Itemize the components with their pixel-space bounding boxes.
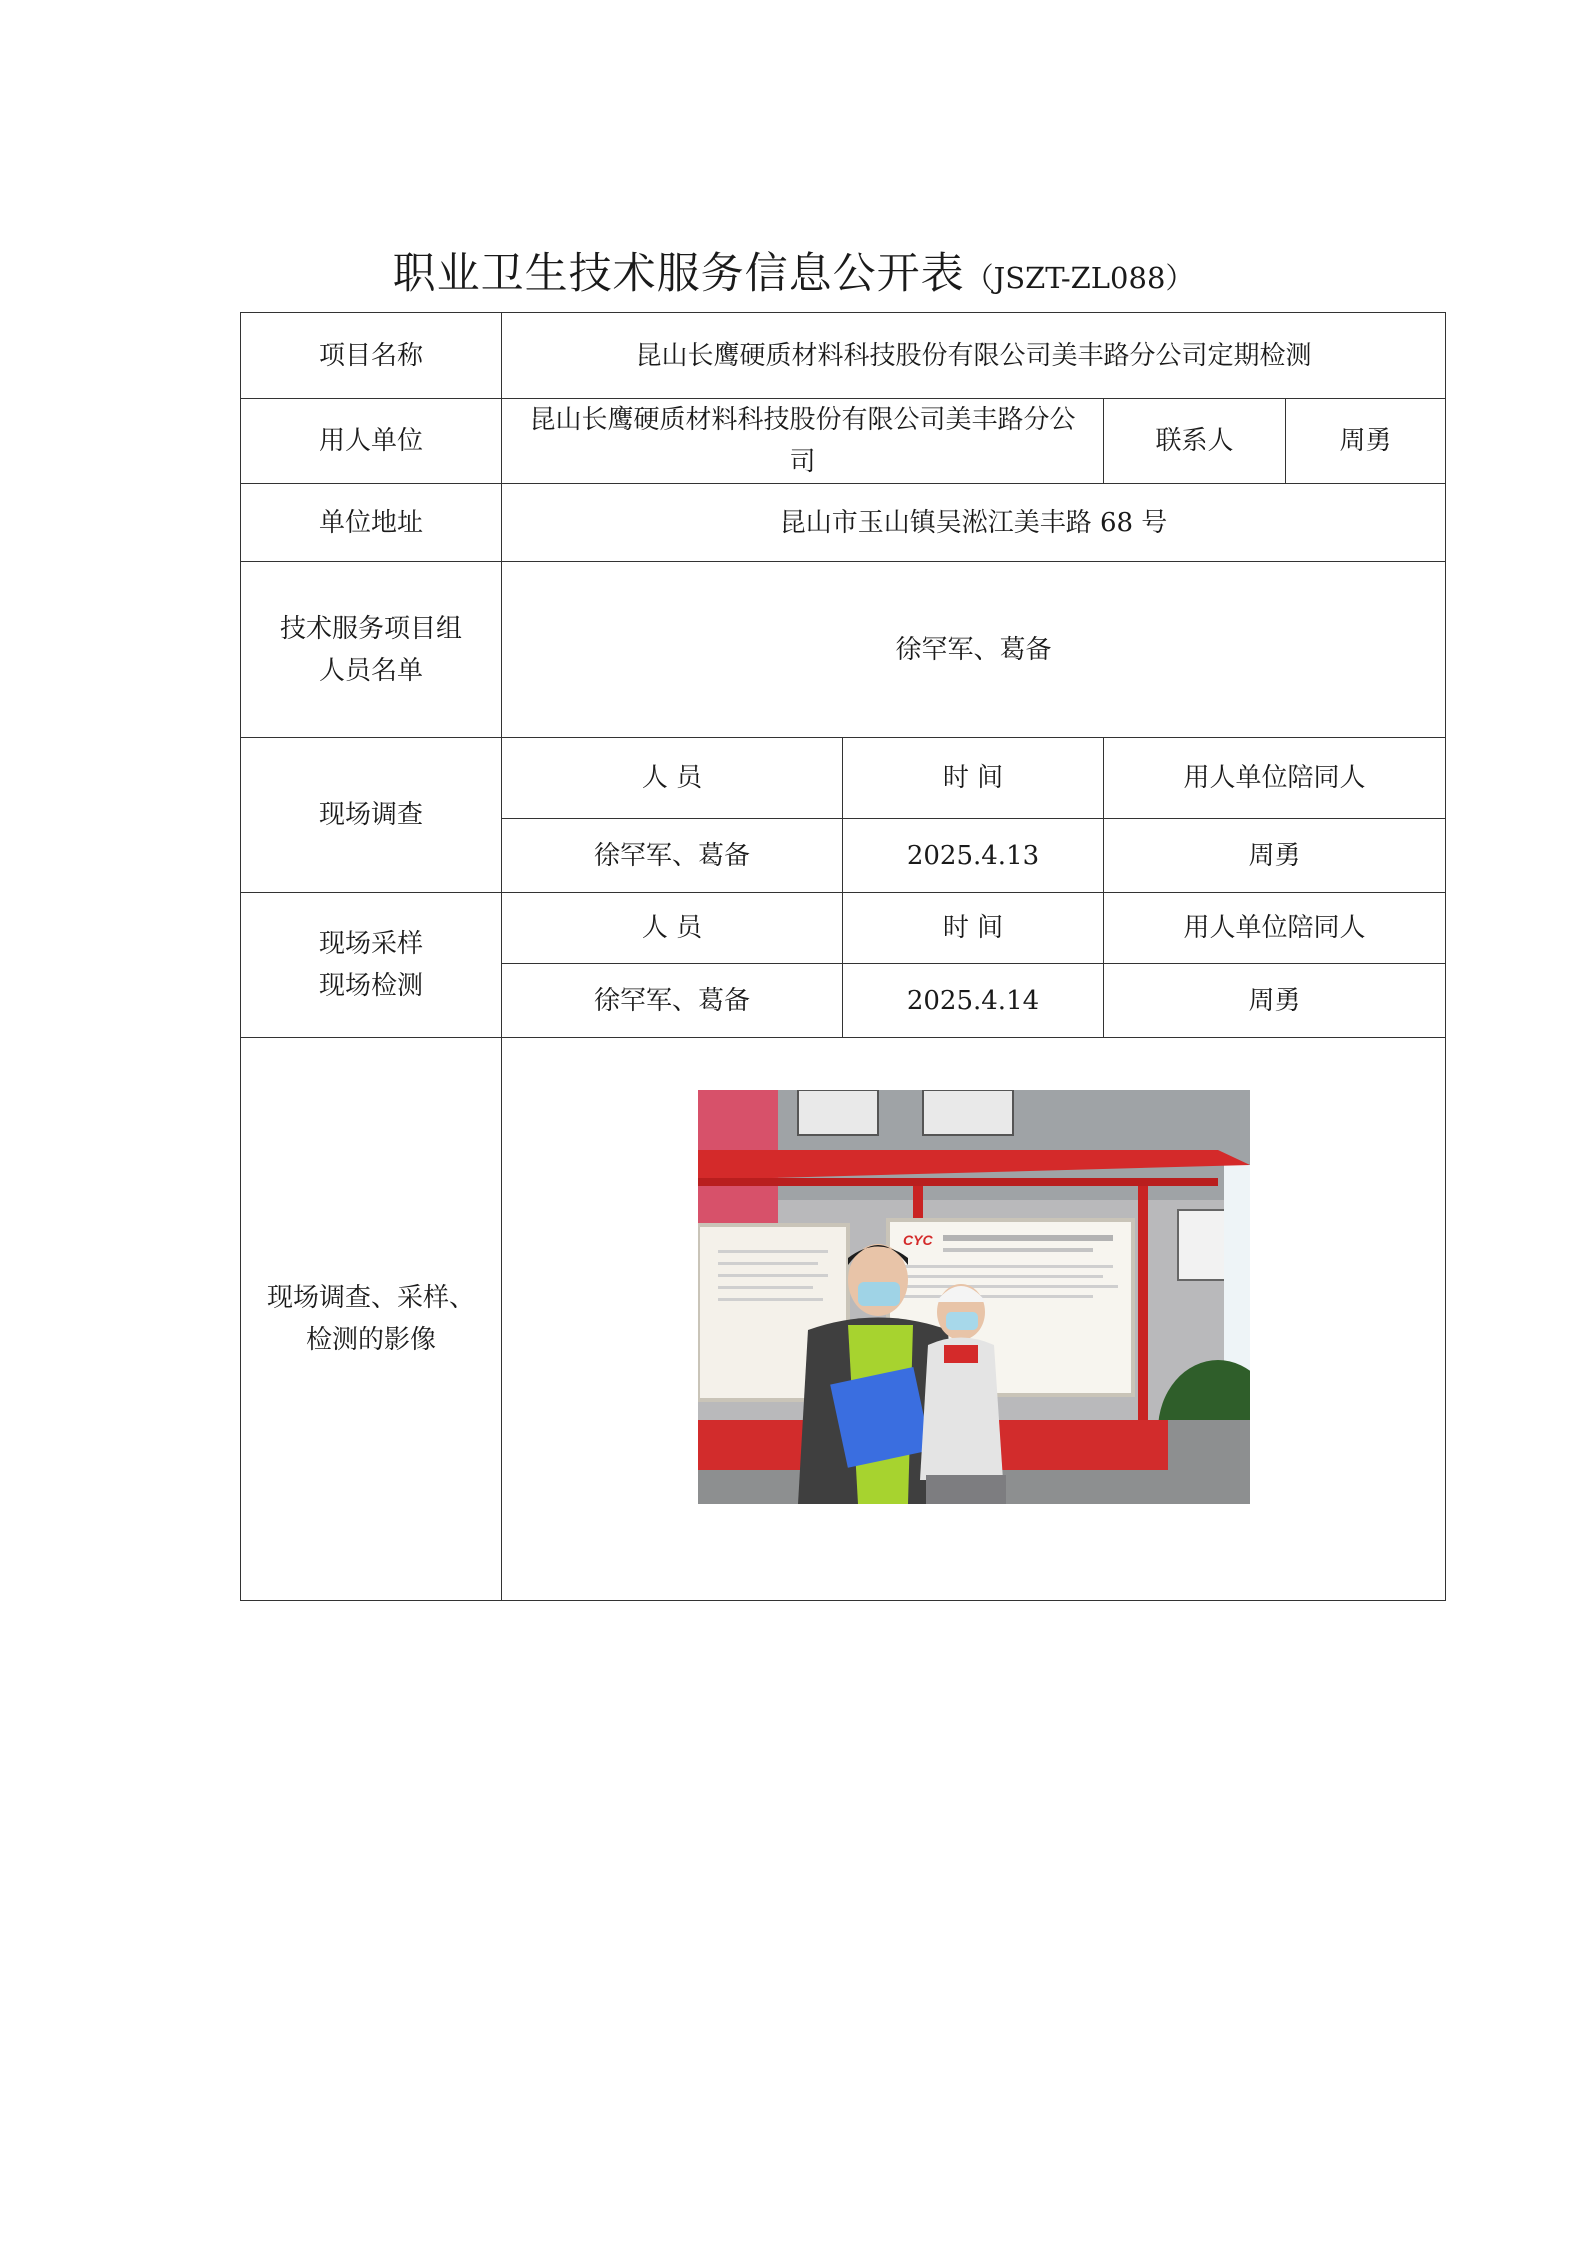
row-images [241, 1038, 1446, 1601]
project-name-label: 项目名称 [241, 313, 502, 399]
employer-value: 昆山长鹰硬质材料科技股份有限公司美丰路分公司 [502, 399, 1104, 484]
row-project-name [241, 313, 1446, 399]
row-address [241, 484, 1446, 562]
row-sampling-header [241, 893, 1446, 964]
site-photo-illustration [698, 1090, 1250, 1504]
survey-companion: 周勇 [1104, 819, 1446, 893]
sampling-header-person: 人 员 [502, 893, 843, 964]
survey-header-person: 人 员 [502, 738, 843, 819]
title-text: 职业卫生技术服务信息公开表 [392, 249, 965, 299]
sampling-person: 徐罕军、葛备 [502, 964, 843, 1038]
survey-label: 现场调查 [241, 738, 502, 893]
survey-header-companion: 用人单位陪同人 [1104, 738, 1446, 819]
sampling-label: 现场采样 现场检测 [241, 893, 502, 1038]
contact-label: 联系人 [1104, 399, 1286, 484]
site-photo [698, 1090, 1250, 1504]
row-employer [241, 399, 1446, 484]
photo-cell [502, 1038, 1446, 1601]
project-name-value: 昆山长鹰硬质材料科技股份有限公司美丰路分公司定期检测 [502, 313, 1446, 399]
survey-header-time: 时 间 [843, 738, 1104, 819]
team-label: 技术服务项目组 人员名单 [241, 562, 502, 738]
sampling-header-time: 时 间 [843, 893, 1104, 964]
address-value: 昆山市玉山镇吴淞江美丰路 68 号 [502, 484, 1446, 562]
sampling-companion: 周勇 [1104, 964, 1446, 1038]
photo-sign-text: CYC [902, 1232, 933, 1248]
row-team [241, 562, 1446, 738]
sampling-header-companion: 用人单位陪同人 [1104, 893, 1446, 964]
page-title [0, 240, 1587, 301]
employer-label: 用人单位 [241, 399, 502, 484]
address-label: 单位地址 [241, 484, 502, 562]
document-code: （JSZT-ZL088） [964, 261, 1195, 295]
contact-value: 周勇 [1286, 399, 1446, 484]
survey-person: 徐罕军、葛备 [502, 819, 843, 893]
images-label: 现场调查、采样、 检测的影像 [241, 1038, 502, 1601]
survey-date: 2025.4.13 [843, 819, 1104, 893]
row-survey-header [241, 738, 1446, 819]
team-value: 徐罕军、葛备 [502, 562, 1446, 738]
sampling-date: 2025.4.14 [843, 964, 1104, 1038]
info-table [240, 312, 1446, 1601]
